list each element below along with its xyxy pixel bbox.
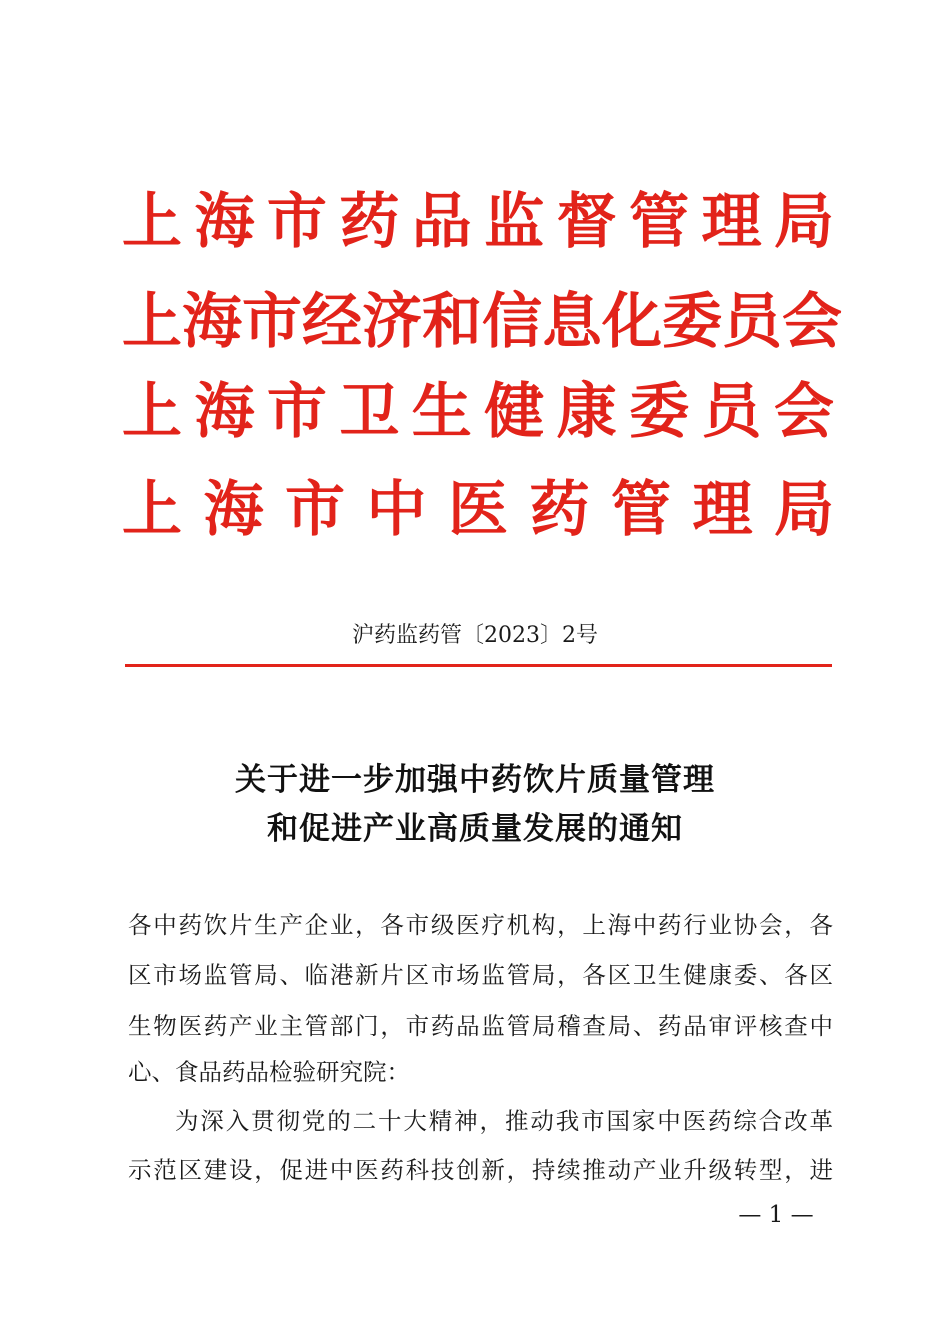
document-number: 沪药监药管〔2023〕2号 (352, 623, 598, 648)
issuer-character: 上 (122, 475, 182, 545)
issuer-character: 信 (482, 287, 542, 357)
page-number: — 1 — (738, 1202, 814, 1228)
document-title-line-1: 关于进一步加强中药饮片质量管理 (235, 762, 715, 798)
issuer-character: 局 (773, 187, 834, 257)
issuer-character: 会 (773, 377, 834, 447)
body-paragraph-line: 为深入贯彻党的二十大精神，推动我市国家中医药综合改革 (175, 1107, 833, 1135)
addressee-line: 生物医药产业主管部门，市药品监管局稽查局、药品审评核查中 (128, 1012, 833, 1040)
issuer-character: 医 (448, 475, 508, 545)
addressee-line: 各中药饮片生产企业，各市级医疗机构，上海中药行业协会，各 (128, 911, 833, 939)
issuer-character: 海 (194, 377, 255, 447)
issuer-character: 理 (701, 187, 762, 257)
issuer-character: 监 (484, 187, 545, 257)
issuer-character: 上 (122, 377, 182, 447)
issuer-character: 上 (122, 187, 182, 257)
issuer-character: 济 (362, 287, 422, 357)
issuer-character: 上 (122, 287, 182, 357)
issuer-character: 市 (266, 187, 327, 257)
issuer-name-drug-administration (122, 187, 834, 257)
issuer-character: 卫 (339, 377, 400, 447)
issuer-character: 会 (782, 287, 842, 357)
issuer-character: 理 (692, 475, 753, 545)
issuer-character: 健 (484, 377, 545, 447)
issuer-character: 委 (629, 377, 690, 447)
issuer-name-economy-commission (122, 287, 842, 357)
issuer-character: 市 (266, 377, 327, 447)
issuer-name-tcm-administration (122, 475, 834, 545)
issuer-character: 药 (529, 475, 590, 545)
issuer-character: 品 (411, 187, 472, 257)
issuer-character: 中 (366, 475, 427, 545)
issuer-character: 市 (242, 287, 302, 357)
issuer-character: 督 (556, 187, 617, 257)
issuer-character: 局 (774, 475, 834, 545)
addressee-line: 心、食品药品检验研究院： (128, 1058, 410, 1086)
issuer-character: 市 (285, 475, 345, 545)
issuer-character: 化 (602, 287, 662, 357)
issuer-character: 管 (611, 475, 671, 545)
issuer-character: 药 (339, 187, 400, 257)
issuer-character: 康 (556, 377, 617, 447)
issuer-character: 海 (194, 187, 255, 257)
red-divider-line (125, 664, 832, 667)
issuer-character: 生 (411, 377, 472, 447)
issuer-character: 员 (722, 287, 782, 357)
body-paragraph-line: 示范区建设，促进中医药科技创新，持续推动产业升级转型，进 (128, 1156, 833, 1184)
issuer-character: 员 (701, 377, 762, 447)
issuer-character: 委 (662, 287, 722, 357)
issuer-character: 管 (629, 187, 690, 257)
issuer-character: 海 (203, 475, 264, 545)
issuer-name-health-commission (122, 377, 834, 447)
document-title-line-2: 和促进产业高质量发展的通知 (267, 811, 683, 847)
addressee-line: 区市场监管局、临港新片区市场监管局，各区卫生健康委、各区 (128, 961, 833, 989)
issuer-character: 海 (182, 287, 242, 357)
issuer-character: 息 (542, 287, 602, 357)
issuer-character: 和 (422, 287, 482, 357)
issuer-character: 经 (302, 287, 362, 357)
